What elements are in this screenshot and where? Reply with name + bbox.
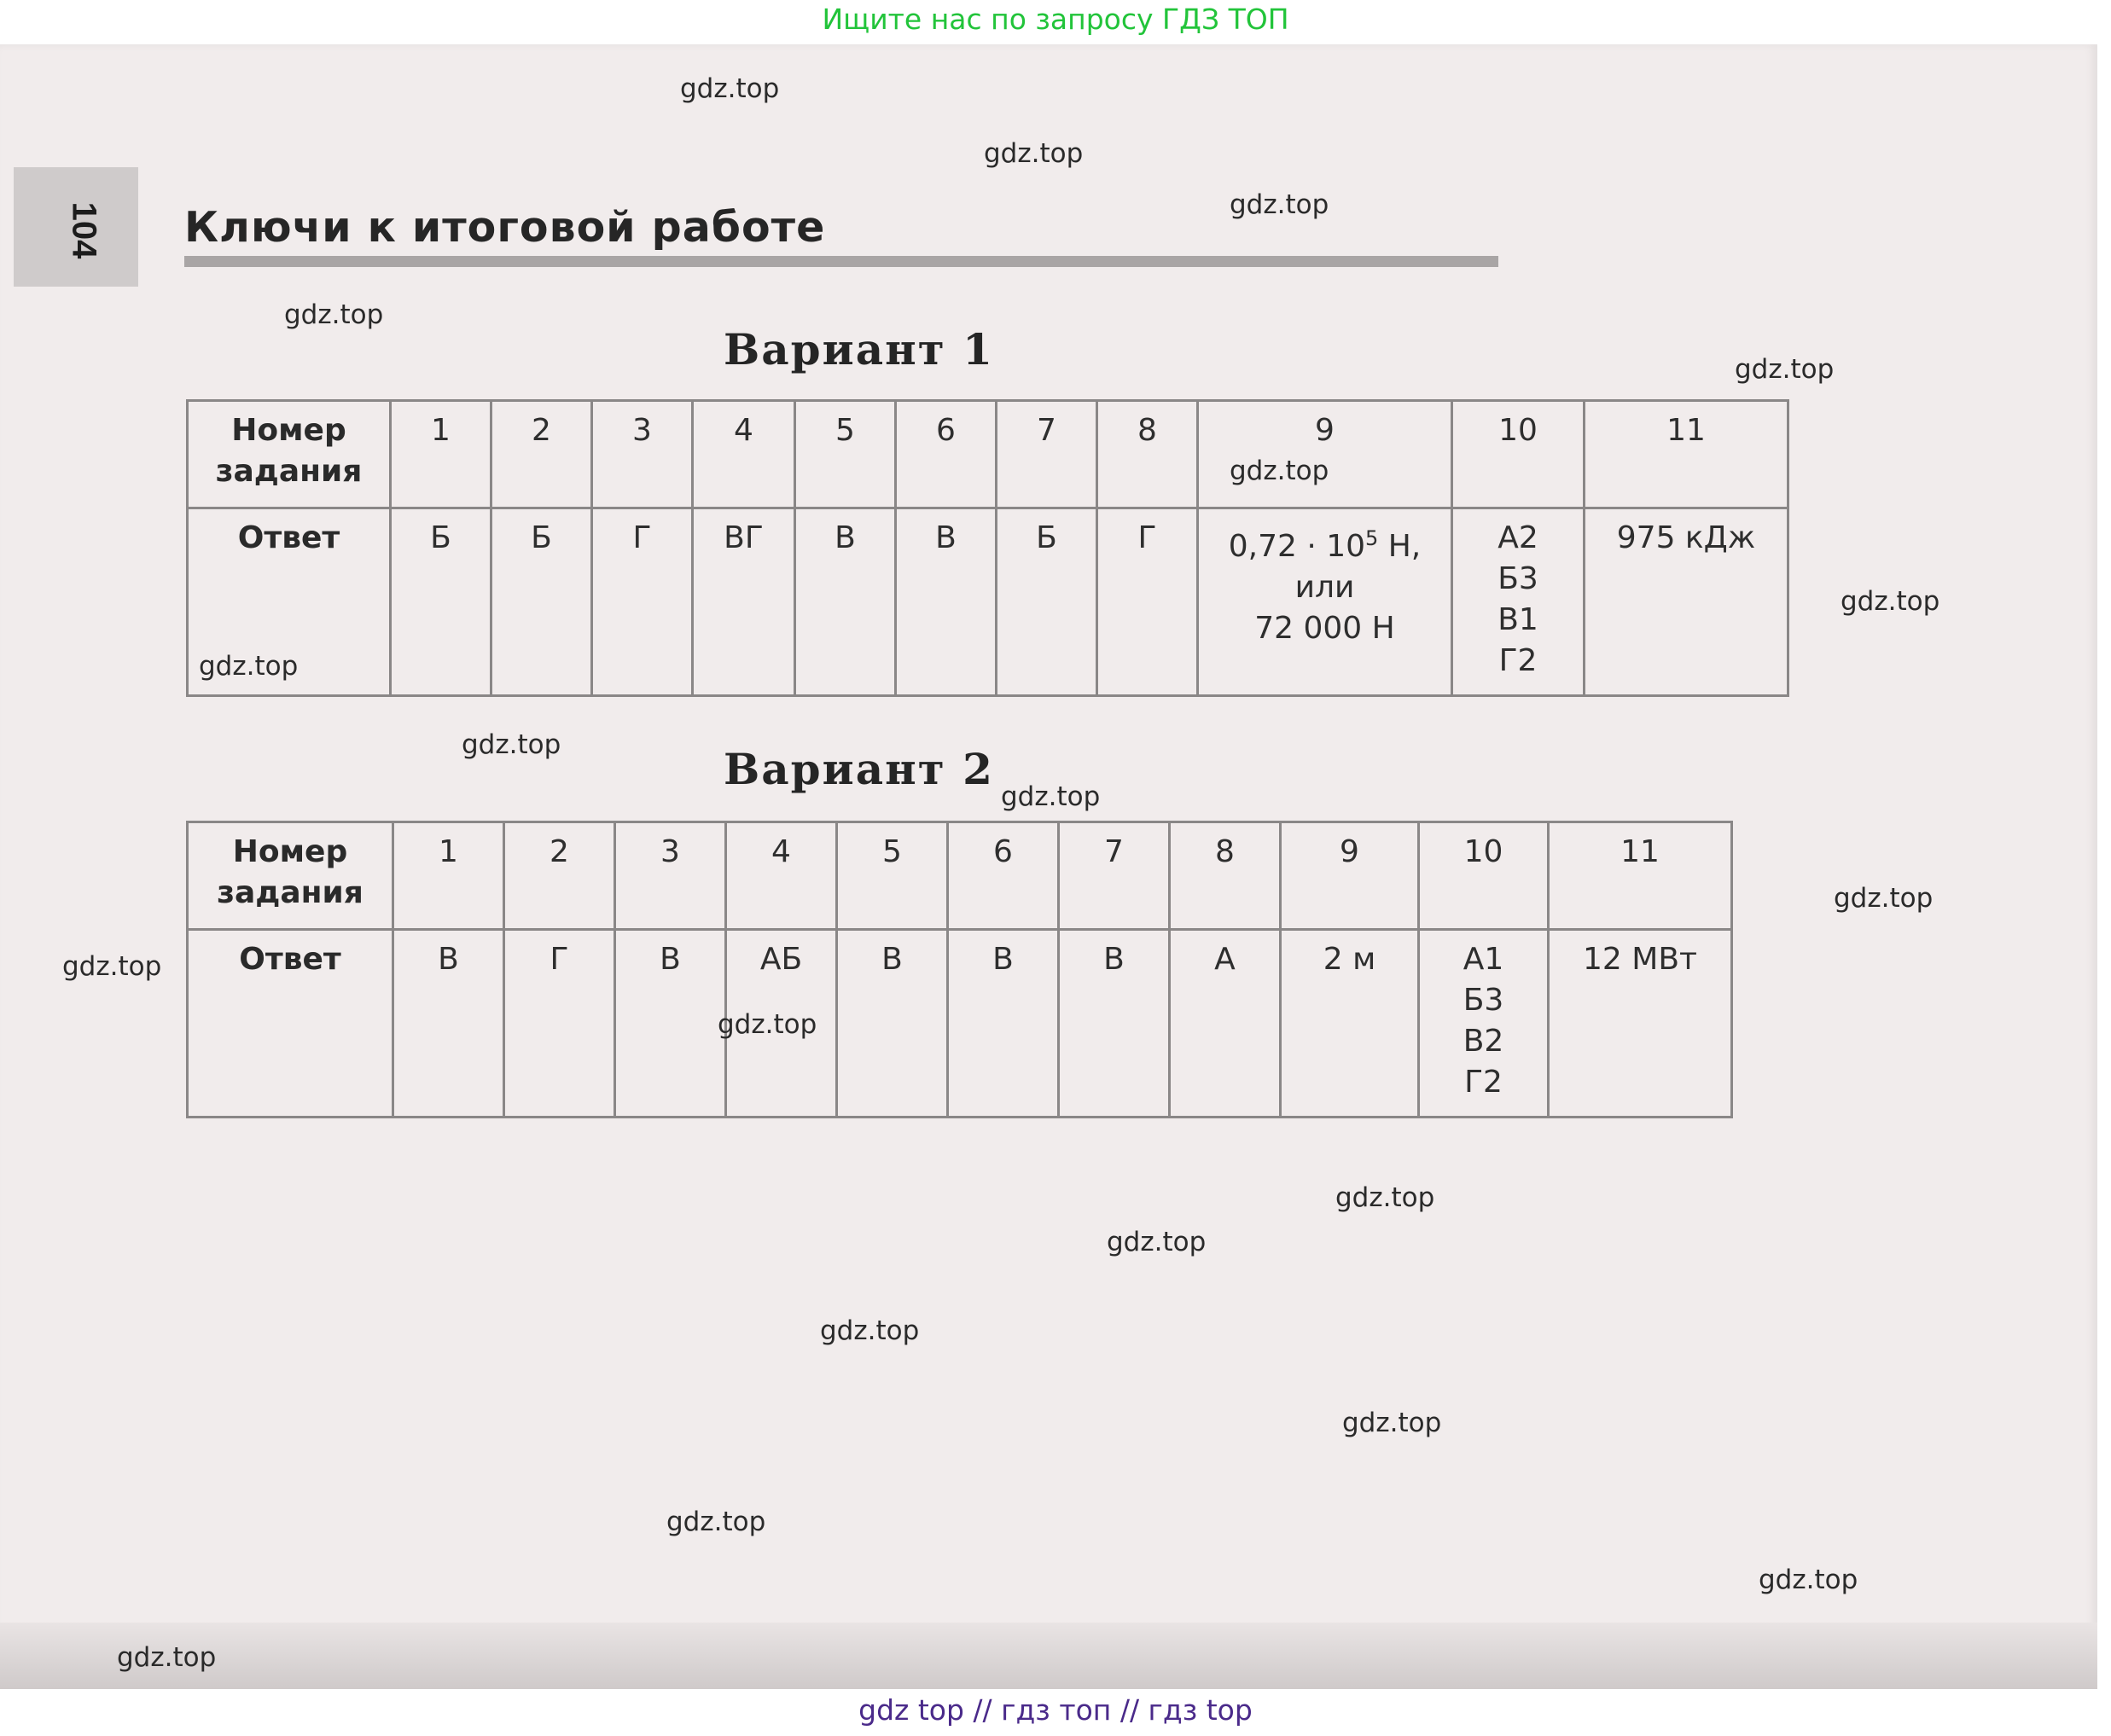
answer9-exponent: 5 [1365,526,1379,550]
variant-2-table [186,821,1733,1118]
page-bottom-shadow [0,1623,2097,1689]
task-number-cell: 7 [997,401,1097,508]
variant-1-heading: Вариант 1 [724,324,994,374]
row-header-answer: Ответ [188,508,391,696]
answer-cell: В [393,930,504,1118]
watermark: gdz.top [462,729,561,760]
page-number: 104 [65,201,103,259]
page-title: Ключи к итоговой работе [184,203,826,252]
answer9-value: 0,72 · 10 [1228,529,1366,564]
watermark: gdz.top [1335,1182,1435,1213]
answer-cell: Г [1097,508,1198,696]
watermark: gdz.top [1230,189,1329,220]
watermark: gdz.top [1735,354,1835,385]
task-number-cell: 4 [726,822,837,930]
table-row [188,822,1732,930]
answer-cell: Г [504,930,615,1118]
watermark: gdz.top [1841,586,1940,617]
watermark: gdz.top [1001,781,1101,812]
watermark: gdz.top [199,651,299,682]
bottom-banner[interactable]: gdz top // гдз топ // гдз top [858,1693,1253,1727]
row-header-task-number: Номер задания [188,401,391,508]
answer-cell: В [948,930,1059,1118]
task-number-cell: 10 [1452,401,1585,508]
watermark: gdz.top [1342,1408,1442,1438]
task-number-cell: 11 [1585,401,1788,508]
answer-cell: В [837,930,948,1118]
task-number-cell: 4 [693,401,795,508]
task-number-cell: 7 [1059,822,1170,930]
task-number-cell: 9 [1281,822,1419,930]
answer-cell: А [1170,930,1281,1118]
answer-cell-task-9 [1198,508,1452,696]
task-number-cell: 5 [837,822,948,930]
variant-1-table [186,399,1789,697]
task-number-cell: 6 [896,401,997,508]
task-number-cell: 10 [1419,822,1549,930]
task-number-cell: 8 [1170,822,1281,930]
watermark: gdz.top [284,299,384,330]
answer-cell: Б [491,508,592,696]
task-number-cell: 11 [1549,822,1732,930]
watermark: gdz.top [1759,1565,1858,1595]
watermark: gdz.top [62,951,162,982]
task-number-cell: 2 [491,401,592,508]
row-header-task-number: Номер задания [188,822,393,930]
answer-cell: Б [997,508,1097,696]
answer-cell-task-10: А2 Б3 В1 Г2 [1452,508,1585,696]
task-number-cell: 8 [1097,401,1198,508]
table-row [188,508,1788,696]
answer-cell: В [795,508,896,696]
table-row [188,401,1788,508]
task-number-cell: 1 [393,822,504,930]
variant-2-heading: Вариант 2 [724,744,994,794]
watermark: gdz.top [820,1315,920,1346]
top-banner[interactable]: Ищите нас по запросу ГДЗ ТОП [822,3,1289,36]
watermark: gdz.top [984,138,1084,169]
watermark: gdz.top [117,1642,217,1673]
answer-cell: Г [592,508,693,696]
answer-cell: Б [391,508,491,696]
task-number-cell: 3 [615,822,726,930]
answer-cell: В [615,930,726,1118]
watermark: gdz.top [1834,883,1934,914]
answer-cell: В [1059,930,1170,1118]
answer-cell-task-10: А1 Б3 В2 Г2 [1419,930,1549,1118]
watermark: gdz.top [666,1507,766,1537]
task-number-cell: 2 [504,822,615,930]
row-header-answer: Ответ [188,930,393,1118]
watermark: gdz.top [718,1009,817,1040]
answer9-unit: Н, [1378,529,1422,564]
watermark: gdz.top [1230,456,1329,486]
task-number-cell: 9 [1198,401,1452,508]
title-underline [184,256,1498,267]
answer-cell-task-11: 12 МВт [1549,930,1732,1118]
answer-cell-task-11: 975 кДж [1585,508,1788,696]
answer9-alternative: или 72 000 Н [1254,570,1395,646]
table-row [188,930,1732,1118]
watermark: gdz.top [1107,1227,1207,1257]
task-number-cell: 3 [592,401,693,508]
answer-cell: 2 м [1281,930,1419,1118]
answer-cell: АБ [726,930,837,1118]
task-number-cell: 5 [795,401,896,508]
task-number-cell: 1 [391,401,491,508]
watermark: gdz.top [680,73,780,104]
answer-cell: ВГ [693,508,795,696]
answer-cell: В [896,508,997,696]
task-number-cell: 6 [948,822,1059,930]
